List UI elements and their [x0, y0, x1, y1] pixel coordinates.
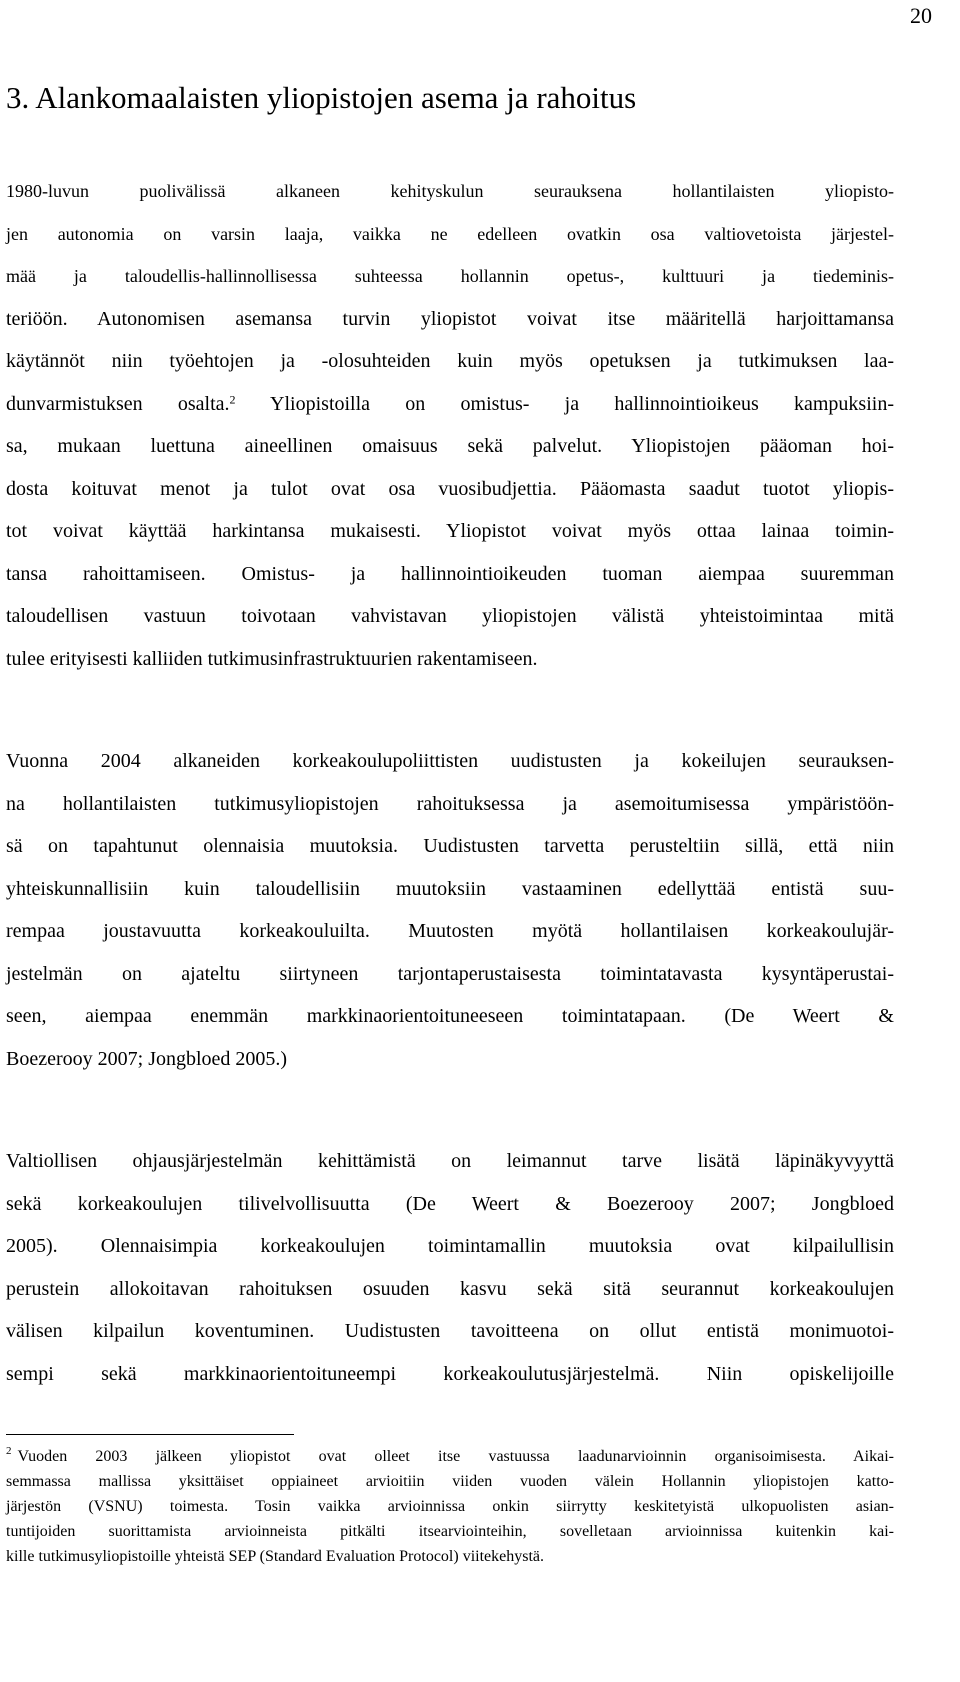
footnote-reference: 2: [229, 391, 236, 406]
footnote: [6, 1444, 894, 1569]
paragraph-line: sa, mukaan luettuna aineellinen omaisuus sekä palvelut. Yliopistojen pääoman hoi-: [6, 435, 894, 457]
footnote-marker: 2: [6, 1445, 12, 1458]
paragraph-line: jen autonomia on varsin laaja, vaikka ne edelleen ovatkin osa valtiovetoista järjestel-: [6, 223, 894, 244]
paragraph-line: perustein allokoitavan rahoituksen osuuden kasvu sekä sitä seurannut korkeakoulujen: [6, 1277, 894, 1300]
paragraph-line: käytännöt niin työehtojen ja -olosuhteiden kuin myös opetuksen ja tutkimuksen laa-: [6, 350, 894, 372]
footnote-separator: [6, 1434, 294, 1435]
paragraph-line: sempi sekä markkinaorientoituneempi korkeakoulutusjärjestelmä. Niin opiskelijoille: [6, 1362, 894, 1385]
paragraph-3: [6, 1140, 894, 1395]
paragraph-line: rempaa joustavuutta korkeakouluilta. Muutosten myötä hollantilaisen korkeakoulujär-: [6, 920, 894, 942]
paragraph-line: tansa rahoittamiseen. Omistus- ja hallinnointioikeuden tuoman aiempaa suuremman: [6, 562, 894, 585]
paragraph-line: na hollantilaisten tutkimusyliopistojen rahoituksessa ja asemoitumisessa ympäristöön-: [6, 792, 894, 815]
paragraph-line: välisen kilpailun koventuminen. Uudistusten tavoitteena on ollut entistä monimuotoi-: [6, 1320, 894, 1342]
paragraph-line: sä on tapahtunut olennaisia muutoksia. Uudistusten tarvetta perusteltiin sillä, että niin: [6, 835, 894, 857]
paragraph-line: tot voivat käyttää harkintansa mukaisesti. Yliopistot voivat myös ottaa lainaa toimin-: [6, 520, 894, 542]
paragraph-line: 1980-luvun puolivälissä alkaneen kehityskulun seurauksena hollantilaisten yliopisto-: [6, 181, 894, 201]
page-number: 20: [910, 3, 932, 28]
paragraph-line: teriöön. Autonomisen asemansa turvin yliopistot voivat itse määritellä harjoittamansa: [6, 307, 894, 330]
paragraph-line: 2005). Olennaisimpia korkeakoulujen toimintamallin muutoksia ovat kilpailullisin: [6, 1235, 894, 1257]
footnote-line: järjestön (VSNU) toimesta. Tosin vaikka arvioinnissa onkin siirrytty keskitetyistä ulkopuolisten asian-: [6, 1498, 894, 1515]
footnote-line: [6, 1444, 894, 1469]
paragraph-1: [6, 170, 894, 680]
paragraph-line: mää ja taloudellis-hallinnollisessa suhteessa hollannin opetus-, kulttuuri ja tiedeminis-: [6, 266, 894, 286]
section-heading: 3. Alankomaalaisten yliopistojen asema ja rahoitus: [6, 80, 637, 115]
paragraph-line: Boezerooy 2007; Jongbloed 2005.): [6, 1047, 288, 1070]
paragraph-line: jestelmän on ajateltu siirtyneen tarjontaperustaisesta toimintatavasta kysyntäperustai-: [6, 962, 894, 985]
paragraph-line: sekä korkeakoulujen tilivelvollisuutta (De Weert & Boezerooy 2007; Jongbloed: [6, 1192, 894, 1215]
paragraph-2: [6, 740, 894, 1080]
line-tail: Yliopistoilla on omistus- ja hallinnointioikeus kampuksiin-: [235, 392, 894, 415]
paragraph-line: tulee erityisesti kalliiden tutkimusinfrastruktuurien rakentamiseen.: [6, 647, 538, 670]
line-head: dunvarmistuksen osalta.: [6, 392, 230, 415]
footnote-line-text: Vuoden 2003 jälkeen yliopistot ovat olleet itse vastuussa laadunarvioinnin organisoimisesta. Aikai-: [17, 1448, 894, 1465]
paragraph-line: yhteiskunnallisiin kuin taloudellisiin muutoksiin vastaaminen edellyttää entistä suu-: [6, 877, 894, 900]
paragraph-line: taloudellisen vastuun toivotaan vahvistavan yliopistojen välistä yhteistoimintaa mitä: [6, 605, 894, 627]
paragraph-line: Valtiollisen ohjausjärjestelmän kehittämistä on leimannut tarve lisätä läpinäkyvyyttä: [6, 1150, 894, 1172]
paragraph-line-with-footnote: [6, 383, 894, 426]
footnote-line: kille tutkimusyliopistoille yhteistä SEP (Standard Evaluation Protocol) viitekehystä.: [6, 1548, 545, 1565]
footnote-line: semmassa mallissa yksittäiset oppiaineet arvioitiin viiden vuoden välein Hollannin yliopistojen katto-: [6, 1473, 894, 1490]
paragraph-line: dosta koituvat menot ja tulot ovat osa vuosibudjettia. Pääomasta saadut tuotot yliopis-: [6, 477, 894, 500]
paragraph-line: seen, aiempaa enemmän markkinaorientoituneeseen toimintatapaan. (De Weert &: [6, 1005, 894, 1027]
footnote-line: tuntijoiden suorittamista arvioinneista pitkälti itsearviointeihin, sovelletaan arvioinnissa kuitenkin kai-: [6, 1523, 894, 1540]
paragraph-line: Vuonna 2004 alkaneiden korkeakoulupoliittisten uudistusten ja kokeilujen seurauksen-: [6, 750, 894, 772]
